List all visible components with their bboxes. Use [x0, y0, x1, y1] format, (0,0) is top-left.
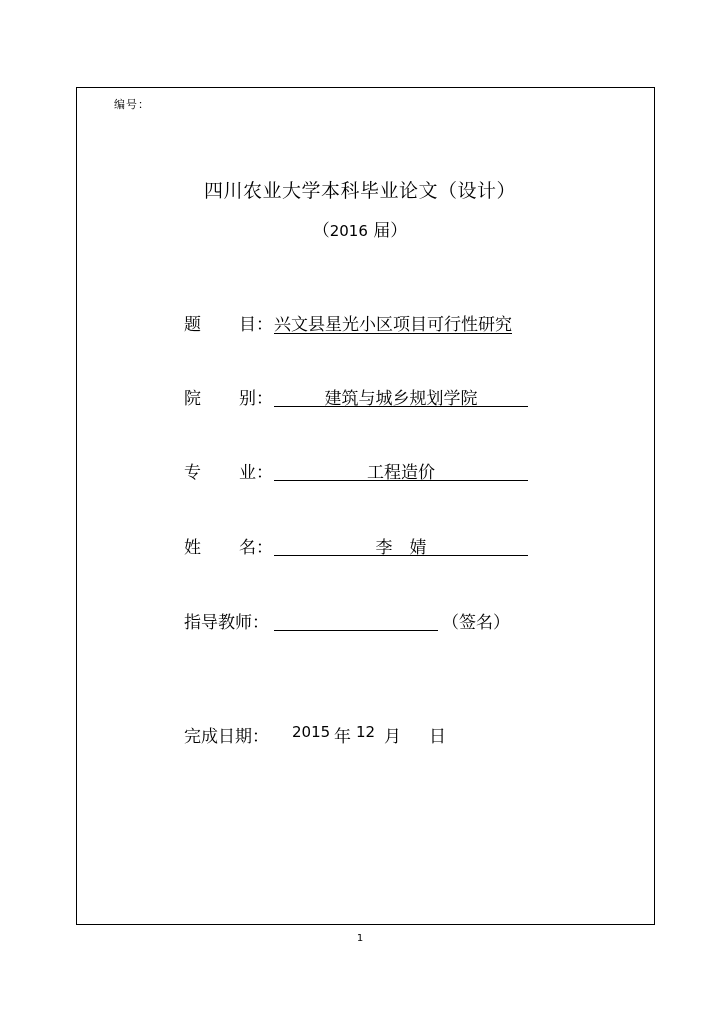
advisor-signature-note: （签名） [442, 613, 510, 633]
name-value: 李 婧 [274, 533, 528, 556]
college-label-char-2: 别 [239, 389, 256, 409]
name-label-char-1: 姓 [184, 538, 201, 558]
date-day-char: 日 [429, 727, 446, 747]
topic-value-text: 兴文县星光小区项目可行性研究 [274, 315, 512, 335]
major-label-colon: ： [256, 463, 273, 483]
year-close-paren: 届） [367, 221, 408, 241]
graduation-year [0, 216, 720, 241]
cover-border [76, 87, 655, 925]
date-year-char: 年 [334, 727, 351, 747]
name-label-colon: ： [256, 538, 273, 558]
topic-label-char-2: 目 [239, 315, 256, 335]
topic-value [274, 310, 512, 335]
serial-number-label: 编号： [114, 98, 150, 111]
college-value: 建筑与城乡规划学院 [274, 384, 528, 407]
date-month: 12 [356, 723, 376, 741]
year-open-paren: （ [312, 221, 330, 241]
topic-label-colon: ： [256, 315, 273, 335]
completion-date-label: 完成日期： [184, 727, 269, 747]
date-month-char: 月 [384, 727, 401, 747]
advisor-signature-line [274, 608, 438, 631]
name-label-char-2: 名 [239, 538, 256, 558]
topic-label-char-1: 题 [184, 315, 201, 335]
college-label-colon: ： [256, 389, 273, 409]
advisor-label: 指导教师： [184, 613, 269, 633]
thesis-title: 四川农业大学本科毕业论文（设计） [203, 180, 516, 202]
year-value: 2016 [329, 222, 368, 240]
page-number: 1 [356, 933, 364, 944]
major-label-char-2: 业 [239, 463, 256, 483]
major-label-char-1: 专 [184, 463, 201, 483]
college-label-char-1: 院 [184, 389, 201, 409]
date-year: 2015 [292, 723, 331, 741]
major-value: 工程造价 [274, 458, 528, 481]
